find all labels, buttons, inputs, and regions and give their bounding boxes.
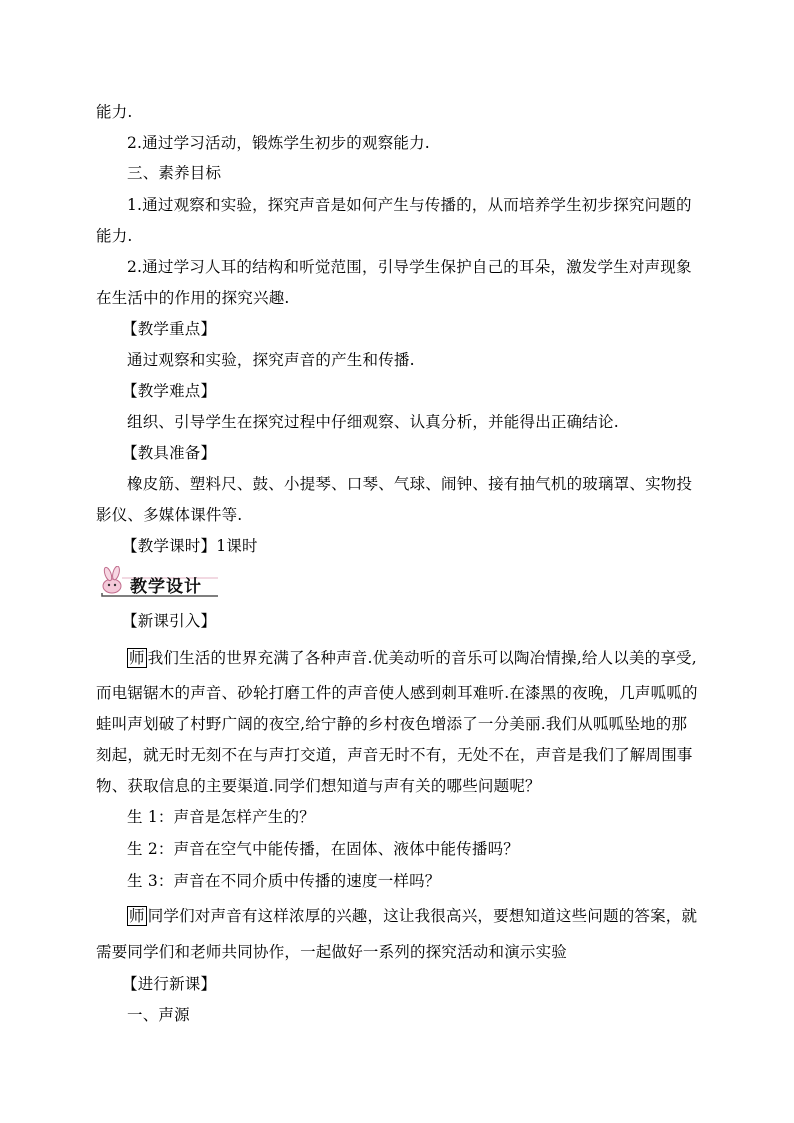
section-heading-sound-source: 一、声源	[127, 1006, 190, 1024]
text-line: 物、获取信息的主要渠道.同学们想知道与声有关的哪些问题呢？	[96, 777, 541, 795]
text-line: 能力.	[96, 227, 133, 245]
text-line: 1.通过观察和实验，探究声音是如何产生与传播的，从而培养学生初步探究问题的	[127, 196, 692, 214]
teaching-design-banner	[98, 566, 224, 600]
heading-equipment: 【教具准备】	[122, 444, 217, 462]
heading-new-lesson-intro: 【新课引入】	[122, 612, 217, 630]
teacher-marker: 师	[129, 649, 145, 667]
paragraph-teacher-response	[127, 905, 697, 927]
text-line: 刻起，就无时无刻不在与声打交道，声音无时不有，无处不在，声音是我们了解周围事	[96, 746, 693, 764]
heading-difficulties: 【教学难点】	[122, 382, 217, 400]
paragraph-teacher-intro	[127, 647, 697, 669]
text-line: 同学们对声音有这样浓厚的兴趣，这让我很高兴，要想知道这些问题的答案，就	[147, 907, 698, 925]
text-line: 我们生活的世界充满了各种声音.优美动听的音乐可以陶冶情操,给人以美的享受,	[147, 649, 697, 667]
heading-proceed-new-lesson: 【进行新课】	[122, 975, 217, 993]
text-line: 【教学课时】1课时	[122, 537, 258, 555]
text-line: 需要同学们和老师共同协作，一起做好一系列的探究活动和演示实验	[96, 943, 568, 961]
text-line: 能力.	[96, 103, 133, 121]
teacher-marker: 师	[129, 907, 145, 925]
banner-title: 教学设计	[130, 577, 202, 597]
text-line: 通过观察和实验，探究声音的产生和传播.	[127, 351, 415, 369]
text-line: 组织、引导学生在探究过程中仔细观察、认真分析，并能得出正确结论.	[127, 413, 619, 431]
text-line: 而电锯锯木的声音、砂轮打磨工件的声音使人感到刺耳难听.在漆黑的夜晚，几声呱呱的	[96, 684, 698, 702]
heading-key-points: 【教学重点】	[122, 320, 217, 338]
text-line: 2.通过学习人耳的结构和听觉范围，引导学生保护自己的耳朵，激发学生对声现象	[127, 258, 692, 276]
section-heading: 三、素养目标	[127, 164, 222, 182]
text-line: 2.通过学习活动，锻炼学生初步的观察能力.	[127, 134, 430, 152]
text-line: 橡皮筋、塑料尺、鼓、小提琴、口琴、气球、闹钟、接有抽气机的玻璃罩、实物投	[127, 475, 693, 493]
text-line: 蛙叫声划破了村野广阔的夜空,给宁静的乡村夜色增添了一分美丽.我们从呱呱坠地的那	[96, 715, 688, 733]
student-question-3: 生 3：声音在不同介质中传播的速度一样吗？	[127, 872, 441, 890]
student-question-1: 生 1：声音是怎样产生的？	[127, 808, 315, 826]
text-line: 影仪、多媒体课件等.	[96, 506, 243, 524]
student-question-2: 生 2：声音在空气中能传播，在固体、液体中能传播吗？	[127, 840, 519, 858]
text-line: 在生活中的作用的探究兴趣.	[96, 289, 290, 307]
